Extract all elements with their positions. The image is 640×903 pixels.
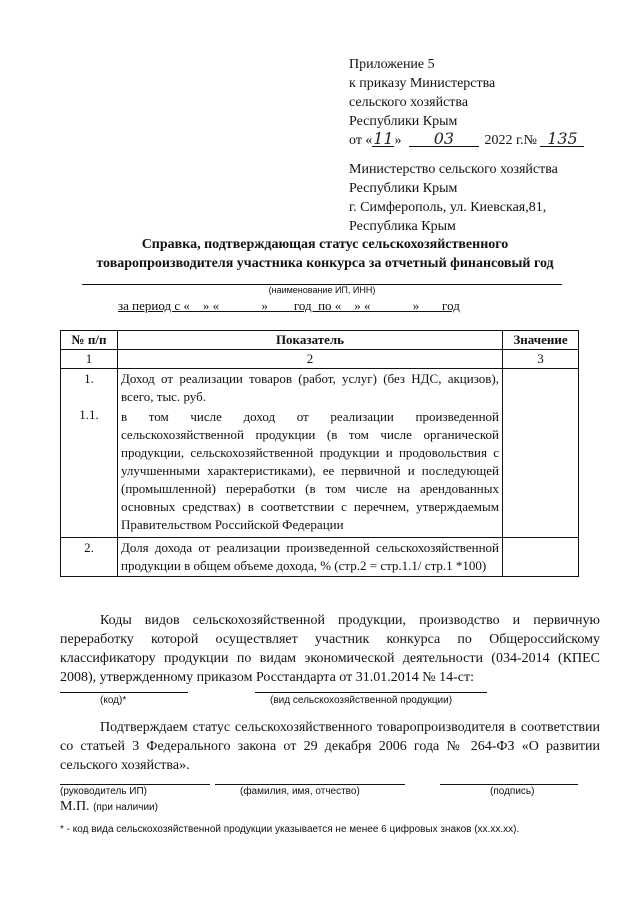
signature-field-line[interactable] — [440, 784, 578, 785]
order-date-line — [349, 131, 609, 150]
head-field-line[interactable] — [60, 784, 210, 785]
indicator-text: Доля дохода от реализации произведенной сельскохозяйственной продукции в общем объеме дохода, % (стр.2 = стр.1.1/ стр.1 *100) — [118, 538, 503, 577]
row-num: 1.1. — [79, 407, 99, 422]
order-number: 135 — [540, 132, 584, 147]
date-prefix: от « — [349, 133, 373, 148]
recipient-line: Министерство сельского хозяйства — [349, 162, 558, 177]
row-index-cell — [61, 369, 118, 538]
row-num: 1. — [84, 371, 94, 386]
table-colnum-row — [61, 350, 579, 369]
codes-paragraph: Коды видов сельскохозяйственной продукции, производство и первичную переработку которой осуществляет участник конкурса по Общероссийскому классификатору продукции по видам экономической деятельности (034-2014 (КПЕС 2008), утвержденному приказом Росстандарта от 31.01.2014 № 14-ст: — [60, 613, 600, 685]
colnum-3: 3 — [503, 350, 579, 369]
value-cell[interactable] — [503, 538, 579, 577]
head-caption: (руководитель ИП) — [60, 786, 148, 797]
fio-caption: (фамилия, имя, отчество) — [240, 786, 360, 797]
confirmation-paragraph: Подтверждаем статус сельскохозяйственного товаропроизводителя в соответствии со статьей 3 Федерального закона от 29 декабря 2006 года № 264-ФЗ «О развитии сельского хозяйства». — [60, 720, 600, 773]
indicator-text: Доход от реализации товаров (работ, услуг) (без НДС, акцизов), всего, тыс. руб. — [121, 371, 499, 404]
recipient-line: г. Симферополь, ул. Киевская,81, — [349, 200, 547, 215]
order-month: 03 — [409, 132, 479, 147]
indicator-text: в том числе доход от реализации произведенной сельскохозяйственной продукции (в том числе органической продукции, сельскохозяйственной продукции и продовольствия с улучшенными характеристиками), ее первичной и последующей (промышленной) переработки (в том числе на арендованных основных средствах) в соответствии с перечнем, утверждаемым Правительством Российской Федерации — [121, 409, 499, 532]
title-line: Справка, подтверждающая статус сельскохозяйственного — [141, 237, 509, 252]
order-year: 2022 г.№ — [484, 133, 537, 148]
product-type-caption: (вид сельскохозяйственной продукции) — [270, 695, 453, 706]
order-day: 11 — [373, 129, 394, 148]
period-line: за период с « » « » год по « » « » год — [118, 298, 460, 313]
stamp-note: (при наличии) — [93, 802, 158, 813]
appendix-line: Приложение 5 — [349, 57, 435, 72]
code-caption: (код)* — [100, 695, 127, 706]
recipient-line: Республики Крым — [349, 181, 458, 196]
product-type-field-line[interactable] — [255, 692, 487, 693]
appendix-line: сельского хозяйства — [349, 95, 469, 110]
signature-caption: (подпись) — [490, 786, 535, 797]
row-num: 2. — [61, 538, 118, 577]
header-num: № п/п — [61, 331, 118, 350]
title-line: товаропроизводителя участника конкурса за отчетный финансовый год — [96, 256, 554, 271]
indicators-table — [60, 330, 579, 577]
name-field-caption: (наименование ИП, ИНН) — [268, 285, 376, 295]
appendix-line: Республики Крым — [349, 114, 458, 129]
document-title — [60, 235, 590, 273]
appendix-block — [349, 55, 609, 150]
footnote: * - код вида сельскохозяйственной продукции указывается не менее 6 цифровых знаков (хх.хх.хх). — [60, 824, 520, 835]
value-cell[interactable] — [503, 369, 579, 538]
header-value: Значение — [503, 331, 579, 350]
recipient-line: Республика Крым — [349, 219, 456, 234]
colnum-2: 2 — [118, 350, 503, 369]
header-indicator: Показатель — [118, 331, 503, 350]
code-field-line[interactable] — [60, 692, 188, 693]
recipient-block — [349, 160, 609, 236]
row-indicator-cell — [118, 369, 503, 538]
table-row — [61, 369, 579, 538]
appendix-line: к приказу Министерства — [349, 76, 496, 91]
date-suffix: » — [394, 133, 402, 148]
colnum-1: 1 — [61, 350, 118, 369]
table-header-row — [61, 331, 579, 350]
stamp-place — [60, 799, 158, 815]
stamp-label: М.П. — [60, 799, 90, 814]
table-row — [61, 538, 579, 577]
fio-field-line[interactable] — [215, 784, 405, 785]
